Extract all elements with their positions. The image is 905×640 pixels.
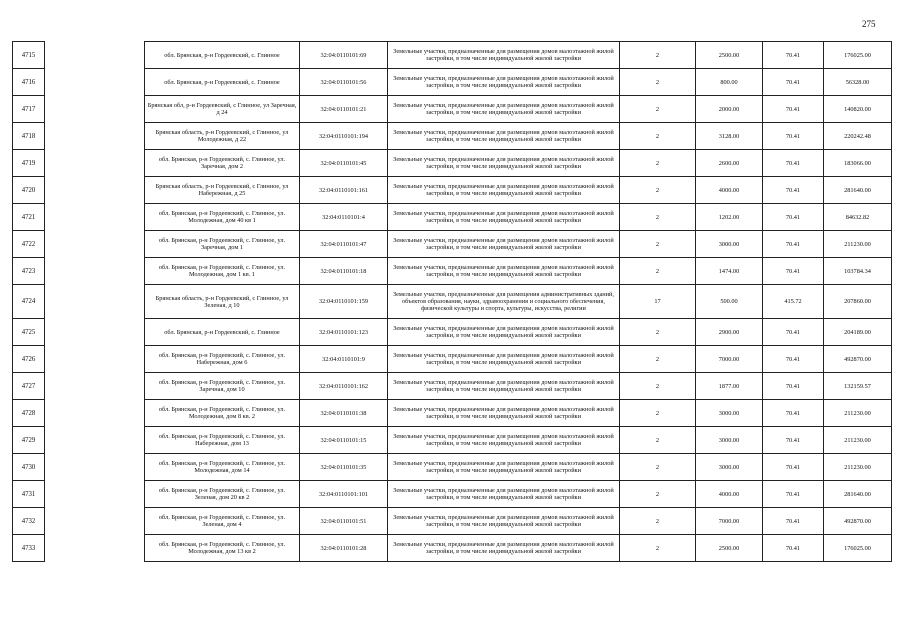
cadastral-value-cell: 84632.82 [824,204,892,231]
table-row [13,319,892,346]
row-number-cell: 4724 [13,285,45,319]
rate-cell: 70.41 [763,373,824,400]
blank-cell [45,285,145,319]
cadastral-number-cell: 32:04:0110101:159 [300,285,388,319]
blank-cell [45,150,145,177]
land-use-cell: Земельные участки, предназначенные для размещения домов малоэтажной жилой застройки, в том числе индивидуальной жилой застройки [388,177,620,204]
blank-cell [45,42,145,69]
group-cell: 2 [620,231,696,258]
blank-cell [45,400,145,427]
address-cell: Брянская область, р-н Гордеевский, с Глинное, ул Набережная, д 25 [145,177,300,204]
rate-cell: 70.41 [763,150,824,177]
land-use-cell: Земельные участки, предназначенные для размещения домов малоэтажной жилой застройки, в том числе индивидуальной жилой застройки [388,454,620,481]
land-use-cell: Земельные участки, предназначенные для размещения домов малоэтажной жилой застройки, в том числе индивидуальной жилой застройки [388,373,620,400]
land-use-cell: Земельные участки, предназначенные для размещения домов малоэтажной жилой застройки, в том числе индивидуальной жилой застройки [388,346,620,373]
address-cell: обл. Брянская, р-н Гордеевский, с. Глинное, ул. Заречная, дом 1 [145,231,300,258]
cadastral-value-cell: 281640.00 [824,177,892,204]
land-use-cell: Земельные участки, предназначенные для размещения домов малоэтажной жилой застройки, в том числе индивидуальной жилой застройки [388,258,620,285]
address-cell: Брянская область, р-н Гордеевский, с Глинное, ул Молодежная, д 22 [145,123,300,150]
area-cell: 800.00 [696,69,763,96]
row-number-cell: 4731 [13,481,45,508]
area-cell: 1877.00 [696,373,763,400]
row-number-cell: 4722 [13,231,45,258]
table-row [13,454,892,481]
cadastral-number-cell: 32:04:0110101:47 [300,231,388,258]
area-cell: 2500.00 [696,535,763,562]
area-cell: 3000.00 [696,231,763,258]
cadastral-value-cell: 220242.48 [824,123,892,150]
group-cell: 2 [620,346,696,373]
blank-cell [45,454,145,481]
rate-cell: 70.41 [763,427,824,454]
blank-cell [45,427,145,454]
rate-cell: 70.41 [763,481,824,508]
cadastral-value-cell: 103784.34 [824,258,892,285]
table-row [13,535,892,562]
cadastral-number-cell: 32:04:0110101:69 [300,42,388,69]
rate-cell: 70.41 [763,69,824,96]
cadastral-number-cell: 32:04:0110101:123 [300,319,388,346]
table-row [13,400,892,427]
table-row [13,42,892,69]
rate-cell: 70.41 [763,123,824,150]
rate-cell: 70.41 [763,177,824,204]
group-cell: 2 [620,535,696,562]
area-cell: 3000.00 [696,454,763,481]
group-cell: 2 [620,319,696,346]
group-cell: 2 [620,400,696,427]
land-use-cell: Земельные участки, предназначенные для размещения административных зданий, объектов образования, науки, здравоохранения и социального обеспечения, физической культуры и спорта, культуры, искусства, религии [388,285,620,319]
rate-cell: 70.41 [763,346,824,373]
area-cell: 2000.00 [696,96,763,123]
blank-cell [45,123,145,150]
cadastral-value-table [12,41,892,562]
row-number-cell: 4725 [13,319,45,346]
group-cell: 2 [620,481,696,508]
table-row [13,258,892,285]
rate-cell: 70.41 [763,400,824,427]
cadastral-number-cell: 32:04:0110101:194 [300,123,388,150]
cadastral-value-cell: 176025.00 [824,535,892,562]
area-cell: 3000.00 [696,427,763,454]
blank-cell [45,258,145,285]
address-cell: обл. Брянская, р-н Гордеевский, с. Глинное, ул. Заречная, дом 10 [145,373,300,400]
blank-cell [45,508,145,535]
cadastral-number-cell: 32:04:0110101:15 [300,427,388,454]
area-cell: 2600.00 [696,150,763,177]
cadastral-value-cell: 211230.00 [824,454,892,481]
cadastral-value-cell: 56328.00 [824,69,892,96]
land-use-cell: Земельные участки, предназначенные для размещения домов малоэтажной жилой застройки, в том числе индивидуальной жилой застройки [388,123,620,150]
table-row [13,346,892,373]
group-cell: 2 [620,42,696,69]
rate-cell: 70.41 [763,42,824,69]
row-number-cell: 4728 [13,400,45,427]
area-cell: 3128.00 [696,123,763,150]
rate-cell: 70.41 [763,535,824,562]
blank-cell [45,177,145,204]
land-use-cell: Земельные участки, предназначенные для размещения домов малоэтажной жилой застройки, в том числе индивидуальной жилой застройки [388,69,620,96]
address-cell: обл. Брянская, р-н Гордеевский, с. Глинное, ул. Молодежная, дом 40 кв 1 [145,204,300,231]
cadastral-value-cell: 132159.57 [824,373,892,400]
land-use-cell: Земельные участки, предназначенные для размещения домов малоэтажной жилой застройки, в том числе индивидуальной жилой застройки [388,535,620,562]
cadastral-number-cell: 32:04:0110101:21 [300,96,388,123]
address-cell: обл. Брянская, р-н Гордеевский, с. Глинное [145,42,300,69]
rate-cell: 415.72 [763,285,824,319]
cadastral-value-cell: 204189.00 [824,319,892,346]
address-cell: обл. Брянская, р-н Гордеевский, с. Глинное, ул. Молодежная, дом 1 кв. 1 [145,258,300,285]
rate-cell: 70.41 [763,258,824,285]
land-use-cell: Земельные участки, предназначенные для размещения домов малоэтажной жилой застройки, в том числе индивидуальной жилой застройки [388,481,620,508]
table-row [13,204,892,231]
row-number-cell: 4715 [13,42,45,69]
address-cell: обл. Брянская, р-н Гордеевский, с. Глинное, ул. Молодежная, дом 13 кв 2 [145,535,300,562]
area-cell: 2900.00 [696,319,763,346]
cadastral-number-cell: 32:04:0110101:161 [300,177,388,204]
row-number-cell: 4727 [13,373,45,400]
land-use-cell: Земельные участки, предназначенные для размещения домов малоэтажной жилой застройки, в том числе индивидуальной жилой застройки [388,150,620,177]
cadastral-value-cell: 492870.00 [824,346,892,373]
address-cell: Брянская область, р-н Гордеевский, с Глинное, ул Зеленая, д 10 [145,285,300,319]
table-row [13,96,892,123]
blank-cell [45,69,145,96]
cadastral-number-cell: 32:04:0110101:38 [300,400,388,427]
group-cell: 2 [620,204,696,231]
cadastral-value-cell: 281640.00 [824,481,892,508]
area-cell: 7000.00 [696,508,763,535]
area-cell: 7000.00 [696,346,763,373]
land-use-cell: Земельные участки, предназначенные для размещения домов малоэтажной жилой застройки, в том числе индивидуальной жилой застройки [388,231,620,258]
land-use-cell: Земельные участки, предназначенные для размещения домов малоэтажной жилой застройки, в том числе индивидуальной жилой застройки [388,42,620,69]
blank-cell [45,481,145,508]
row-number-cell: 4717 [13,96,45,123]
area-cell: 1474.00 [696,258,763,285]
blank-cell [45,231,145,258]
group-cell: 2 [620,373,696,400]
row-number-cell: 4716 [13,69,45,96]
land-use-cell: Земельные участки, предназначенные для размещения домов малоэтажной жилой застройки, в том числе индивидуальной жилой застройки [388,319,620,346]
rate-cell: 70.41 [763,454,824,481]
row-number-cell: 4719 [13,150,45,177]
rate-cell: 70.41 [763,508,824,535]
group-cell: 2 [620,96,696,123]
blank-cell [45,204,145,231]
cadastral-number-cell: 32:04:0110101:101 [300,481,388,508]
land-use-cell: Земельные участки, предназначенные для размещения домов малоэтажной жилой застройки, в том числе индивидуальной жилой застройки [388,508,620,535]
group-cell: 2 [620,69,696,96]
group-cell: 2 [620,258,696,285]
cadastral-number-cell: 32:04:0110101:35 [300,454,388,481]
table-row [13,508,892,535]
address-cell: обл. Брянская, р-н Гордеевский, с. Глинное, ул. Набережная, дом 13 [145,427,300,454]
row-number-cell: 4733 [13,535,45,562]
cadastral-number-cell: 32:04:0110101:51 [300,508,388,535]
area-cell: 2500.00 [696,42,763,69]
address-cell: обл. Брянская, р-н Гордеевский, с. Глинное, ул. Молодежная, дом 14 [145,454,300,481]
group-cell: 2 [620,508,696,535]
table-row [13,150,892,177]
row-number-cell: 4732 [13,508,45,535]
address-cell: обл. Брянская, р-н Гордеевский, с. Глинное, ул. Зеленая, дом 4 [145,508,300,535]
rate-cell: 70.41 [763,319,824,346]
table-row [13,69,892,96]
cadastral-number-cell: 32:04:0110101:9 [300,346,388,373]
table-row [13,427,892,454]
address-cell: обл. Брянская, р-н Гордеевский, с. Глинное, ул. Заречная, дом 2 [145,150,300,177]
blank-cell [45,346,145,373]
cadastral-value-cell: 183066.00 [824,150,892,177]
land-use-cell: Земельные участки, предназначенные для размещения домов малоэтажной жилой застройки, в том числе индивидуальной жилой застройки [388,204,620,231]
area-cell: 1202.00 [696,204,763,231]
land-use-cell: Земельные участки, предназначенные для размещения домов малоэтажной жилой застройки, в том числе индивидуальной жилой застройки [388,96,620,123]
row-number-cell: 4726 [13,346,45,373]
table-row [13,285,892,319]
group-cell: 17 [620,285,696,319]
cadastral-number-cell: 32:04:0110101:56 [300,69,388,96]
land-use-cell: Земельные участки, предназначенные для размещения домов малоэтажной жилой застройки, в том числе индивидуальной жилой застройки [388,427,620,454]
cadastral-value-cell: 176025.00 [824,42,892,69]
cadastral-value-cell: 140820.00 [824,96,892,123]
blank-cell [45,319,145,346]
land-use-cell: Земельные участки, предназначенные для размещения домов малоэтажной жилой застройки, в том числе индивидуальной жилой застройки [388,400,620,427]
cadastral-number-cell: 32:04:0110101:162 [300,373,388,400]
cadastral-number-cell: 32:04:0110101:45 [300,150,388,177]
row-number-cell: 4730 [13,454,45,481]
table-row [13,177,892,204]
cadastral-value-cell: 211230.00 [824,400,892,427]
area-cell: 4000.00 [696,481,763,508]
table-row [13,373,892,400]
address-cell: обл. Брянская, р-н Гордеевский, с. Глинное, ул. Молодежная, дом 8 кв. 2 [145,400,300,427]
cadastral-number-cell: 32:04:0110101:18 [300,258,388,285]
table-row [13,481,892,508]
blank-cell [45,96,145,123]
address-cell: обл. Брянская, р-н Гордеевский, с. Глинное [145,319,300,346]
cadastral-value-cell: 211230.00 [824,231,892,258]
group-cell: 2 [620,150,696,177]
rate-cell: 70.41 [763,231,824,258]
cadastral-value-cell: 211230.00 [824,427,892,454]
address-cell: обл. Брянская, р-н Гордеевский, с. Глинное, ул. Зеленая, дом 20 кв 2 [145,481,300,508]
row-number-cell: 4721 [13,204,45,231]
cadastral-number-cell: 32:04:0110101:28 [300,535,388,562]
address-cell: обл. Брянская, р-н Гордеевский, с. Глинное [145,69,300,96]
group-cell: 2 [620,454,696,481]
row-number-cell: 4720 [13,177,45,204]
row-number-cell: 4718 [13,123,45,150]
group-cell: 2 [620,123,696,150]
cadastral-number-cell: 32:04:0110101:4 [300,204,388,231]
group-cell: 2 [620,427,696,454]
area-cell: 500.00 [696,285,763,319]
blank-cell [45,373,145,400]
page-number: 275 [862,19,876,29]
cadastral-value-cell: 207860.00 [824,285,892,319]
rate-cell: 70.41 [763,204,824,231]
address-cell: Брянская обл, р-н Гордеевский, с Глинное, ул Заречная, д 24 [145,96,300,123]
rate-cell: 70.41 [763,96,824,123]
row-number-cell: 4723 [13,258,45,285]
group-cell: 2 [620,177,696,204]
cadastral-value-cell: 492870.00 [824,508,892,535]
table-row [13,231,892,258]
address-cell: обл. Брянская, р-н Гордеевский, с. Глинное, ул. Набережная, дом 6 [145,346,300,373]
table-row [13,123,892,150]
blank-cell [45,535,145,562]
area-cell: 3000.00 [696,400,763,427]
row-number-cell: 4729 [13,427,45,454]
area-cell: 4000.00 [696,177,763,204]
